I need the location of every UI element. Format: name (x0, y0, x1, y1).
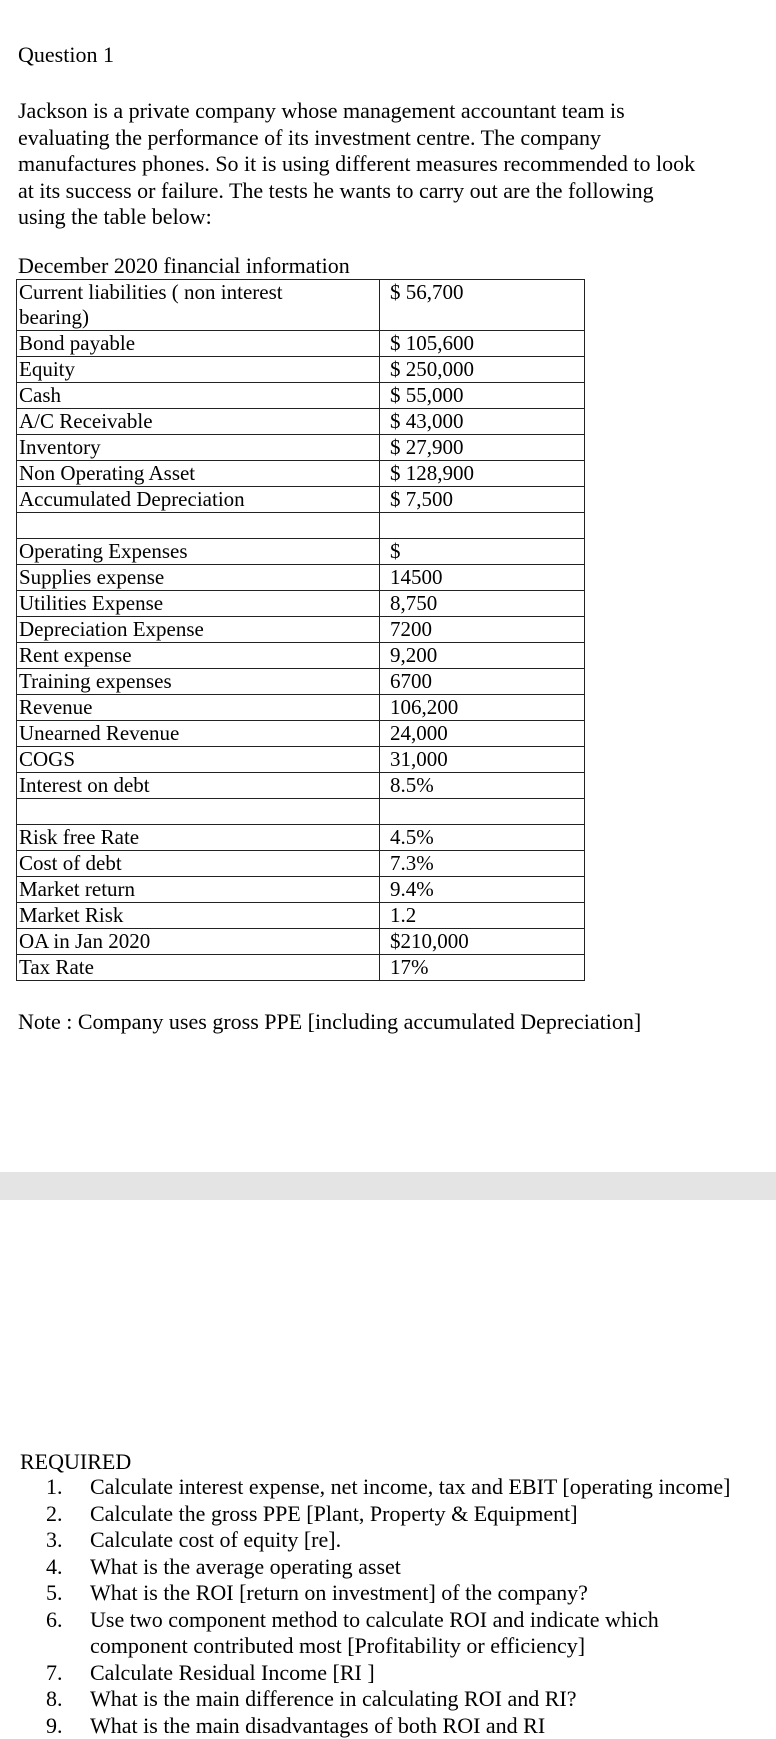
row-label: Non Operating Asset (17, 461, 380, 487)
required-item-number: 6. (32, 1607, 90, 1660)
intro-line: Jackson is a private company whose management accountant team is (18, 98, 718, 125)
row-label: Revenue (17, 695, 380, 721)
row-value: $ 250,000 (380, 357, 585, 383)
table-row (17, 851, 585, 877)
table-row (17, 461, 585, 487)
financial-table (16, 279, 585, 981)
row-value: $ 56,700 (380, 280, 585, 331)
row-label: Inventory (17, 435, 380, 461)
row-label: Risk free Rate (17, 825, 380, 851)
table-row (17, 903, 585, 929)
ppe-note: Note : Company uses gross PPE [including accumulated Depreciation] (18, 1009, 641, 1035)
table-row (17, 695, 585, 721)
row-value: 8,750 (380, 591, 585, 617)
table-row (17, 539, 585, 565)
required-item-number: 4. (32, 1554, 90, 1581)
table-row (17, 669, 585, 695)
table-row (17, 591, 585, 617)
row-value: 14500 (380, 565, 585, 591)
intro-line: using the table below: (18, 204, 718, 231)
table-row (17, 643, 585, 669)
row-label: Bond payable (17, 331, 380, 357)
row-value: 9,200 (380, 643, 585, 669)
table-row (17, 799, 585, 825)
table-row (17, 955, 585, 981)
row-label: Operating Expenses (17, 539, 380, 565)
table-caption: December 2020 financial information (18, 253, 350, 279)
row-value: $ (380, 539, 585, 565)
row-value: $210,000 (380, 929, 585, 955)
row-value: $ 7,500 (380, 487, 585, 513)
row-value: 106,200 (380, 695, 585, 721)
required-item-number: 3. (32, 1527, 90, 1554)
required-item (32, 1580, 752, 1607)
row-label: Cash (17, 383, 380, 409)
intro-line: at its success or failure. The tests he wants to carry out are the following (18, 178, 718, 205)
row-value: $ 105,600 (380, 331, 585, 357)
table-row (17, 747, 585, 773)
row-label: Market Risk (17, 903, 380, 929)
required-item (32, 1501, 752, 1528)
row-value: $ 55,000 (380, 383, 585, 409)
row-label: OA in Jan 2020 (17, 929, 380, 955)
table-row (17, 435, 585, 461)
intro-line: evaluating the performance of its investment centre. The company (18, 125, 718, 152)
table-row (17, 929, 585, 955)
row-label: Supplies expense (17, 565, 380, 591)
table-row (17, 877, 585, 903)
table-row (17, 773, 585, 799)
required-item-text: Calculate cost of equity [re]. (90, 1527, 752, 1554)
required-item-text: Calculate interest expense, net income, tax and EBIT [operating income] (90, 1474, 752, 1501)
row-label: Current liabilities ( non interest bearing) (17, 280, 380, 331)
required-item (32, 1660, 752, 1687)
row-value: 6700 (380, 669, 585, 695)
required-item (32, 1607, 752, 1660)
required-item-text: Calculate the gross PPE [Plant, Property & Equipment] (90, 1501, 752, 1528)
row-label: Accumulated Depreciation (17, 487, 380, 513)
required-item (32, 1554, 752, 1581)
row-value: 1.2 (380, 903, 585, 929)
table-row (17, 825, 585, 851)
required-item-number: 8. (32, 1686, 90, 1713)
required-title: REQUIRED (20, 1449, 131, 1475)
table-row (17, 617, 585, 643)
required-item (32, 1713, 752, 1739)
required-item-text: What is the main difference in calculating ROI and RI? (90, 1686, 752, 1713)
table-row (17, 513, 585, 539)
row-value: 17% (380, 955, 585, 981)
required-item-number: 7. (32, 1660, 90, 1687)
required-item-number: 1. (32, 1474, 90, 1501)
row-value: $ 43,000 (380, 409, 585, 435)
row-label: Depreciation Expense (17, 617, 380, 643)
required-item (32, 1686, 752, 1713)
row-value: 7200 (380, 617, 585, 643)
required-item (32, 1474, 752, 1501)
required-item (32, 1527, 752, 1554)
intro-line: manufactures phones. So it is using different measures recommended to look (18, 151, 718, 178)
row-label: Cost of debt (17, 851, 380, 877)
row-label: Unearned Revenue (17, 721, 380, 747)
required-item-text: What is the ROI [return on investment] of the company? (90, 1580, 752, 1607)
row-label: Market return (17, 877, 380, 903)
required-item-text: Calculate Residual Income [RI ] (90, 1660, 752, 1687)
table-row (17, 357, 585, 383)
row-label (17, 513, 380, 539)
row-value: 4.5% (380, 825, 585, 851)
row-label (17, 799, 380, 825)
intro-paragraph (18, 98, 718, 231)
table-row (17, 487, 585, 513)
table-row (17, 565, 585, 591)
row-value: 8.5% (380, 773, 585, 799)
required-item-number: 9. (32, 1713, 90, 1739)
required-item-number: 2. (32, 1501, 90, 1528)
row-value: $ 128,900 (380, 461, 585, 487)
row-label: Interest on debt (17, 773, 380, 799)
required-item-number: 5. (32, 1580, 90, 1607)
row-label: COGS (17, 747, 380, 773)
row-label: Tax Rate (17, 955, 380, 981)
row-value (380, 513, 585, 539)
row-label: Equity (17, 357, 380, 383)
table-row (17, 331, 585, 357)
row-label: A/C Receivable (17, 409, 380, 435)
page-separator (0, 1172, 776, 1200)
required-list (32, 1474, 752, 1739)
row-value: 7.3% (380, 851, 585, 877)
row-value (380, 799, 585, 825)
required-item-text: What is the main disadvantages of both ROI and RI (90, 1713, 752, 1739)
table-row (17, 383, 585, 409)
financial-table-body (17, 280, 585, 981)
table-row (17, 721, 585, 747)
row-value: 24,000 (380, 721, 585, 747)
row-label: Rent expense (17, 643, 380, 669)
row-label: Training expenses (17, 669, 380, 695)
required-item-text: What is the average operating asset (90, 1554, 752, 1581)
row-value: 9.4% (380, 877, 585, 903)
table-row (17, 280, 585, 331)
row-value: 31,000 (380, 747, 585, 773)
table-row (17, 409, 585, 435)
required-item-text: Use two component method to calculate ROI and indicate which component contributed most [Profitability or efficiency] (90, 1607, 752, 1660)
question-title: Question 1 (18, 42, 114, 68)
row-label: Utilities Expense (17, 591, 380, 617)
row-value: $ 27,900 (380, 435, 585, 461)
